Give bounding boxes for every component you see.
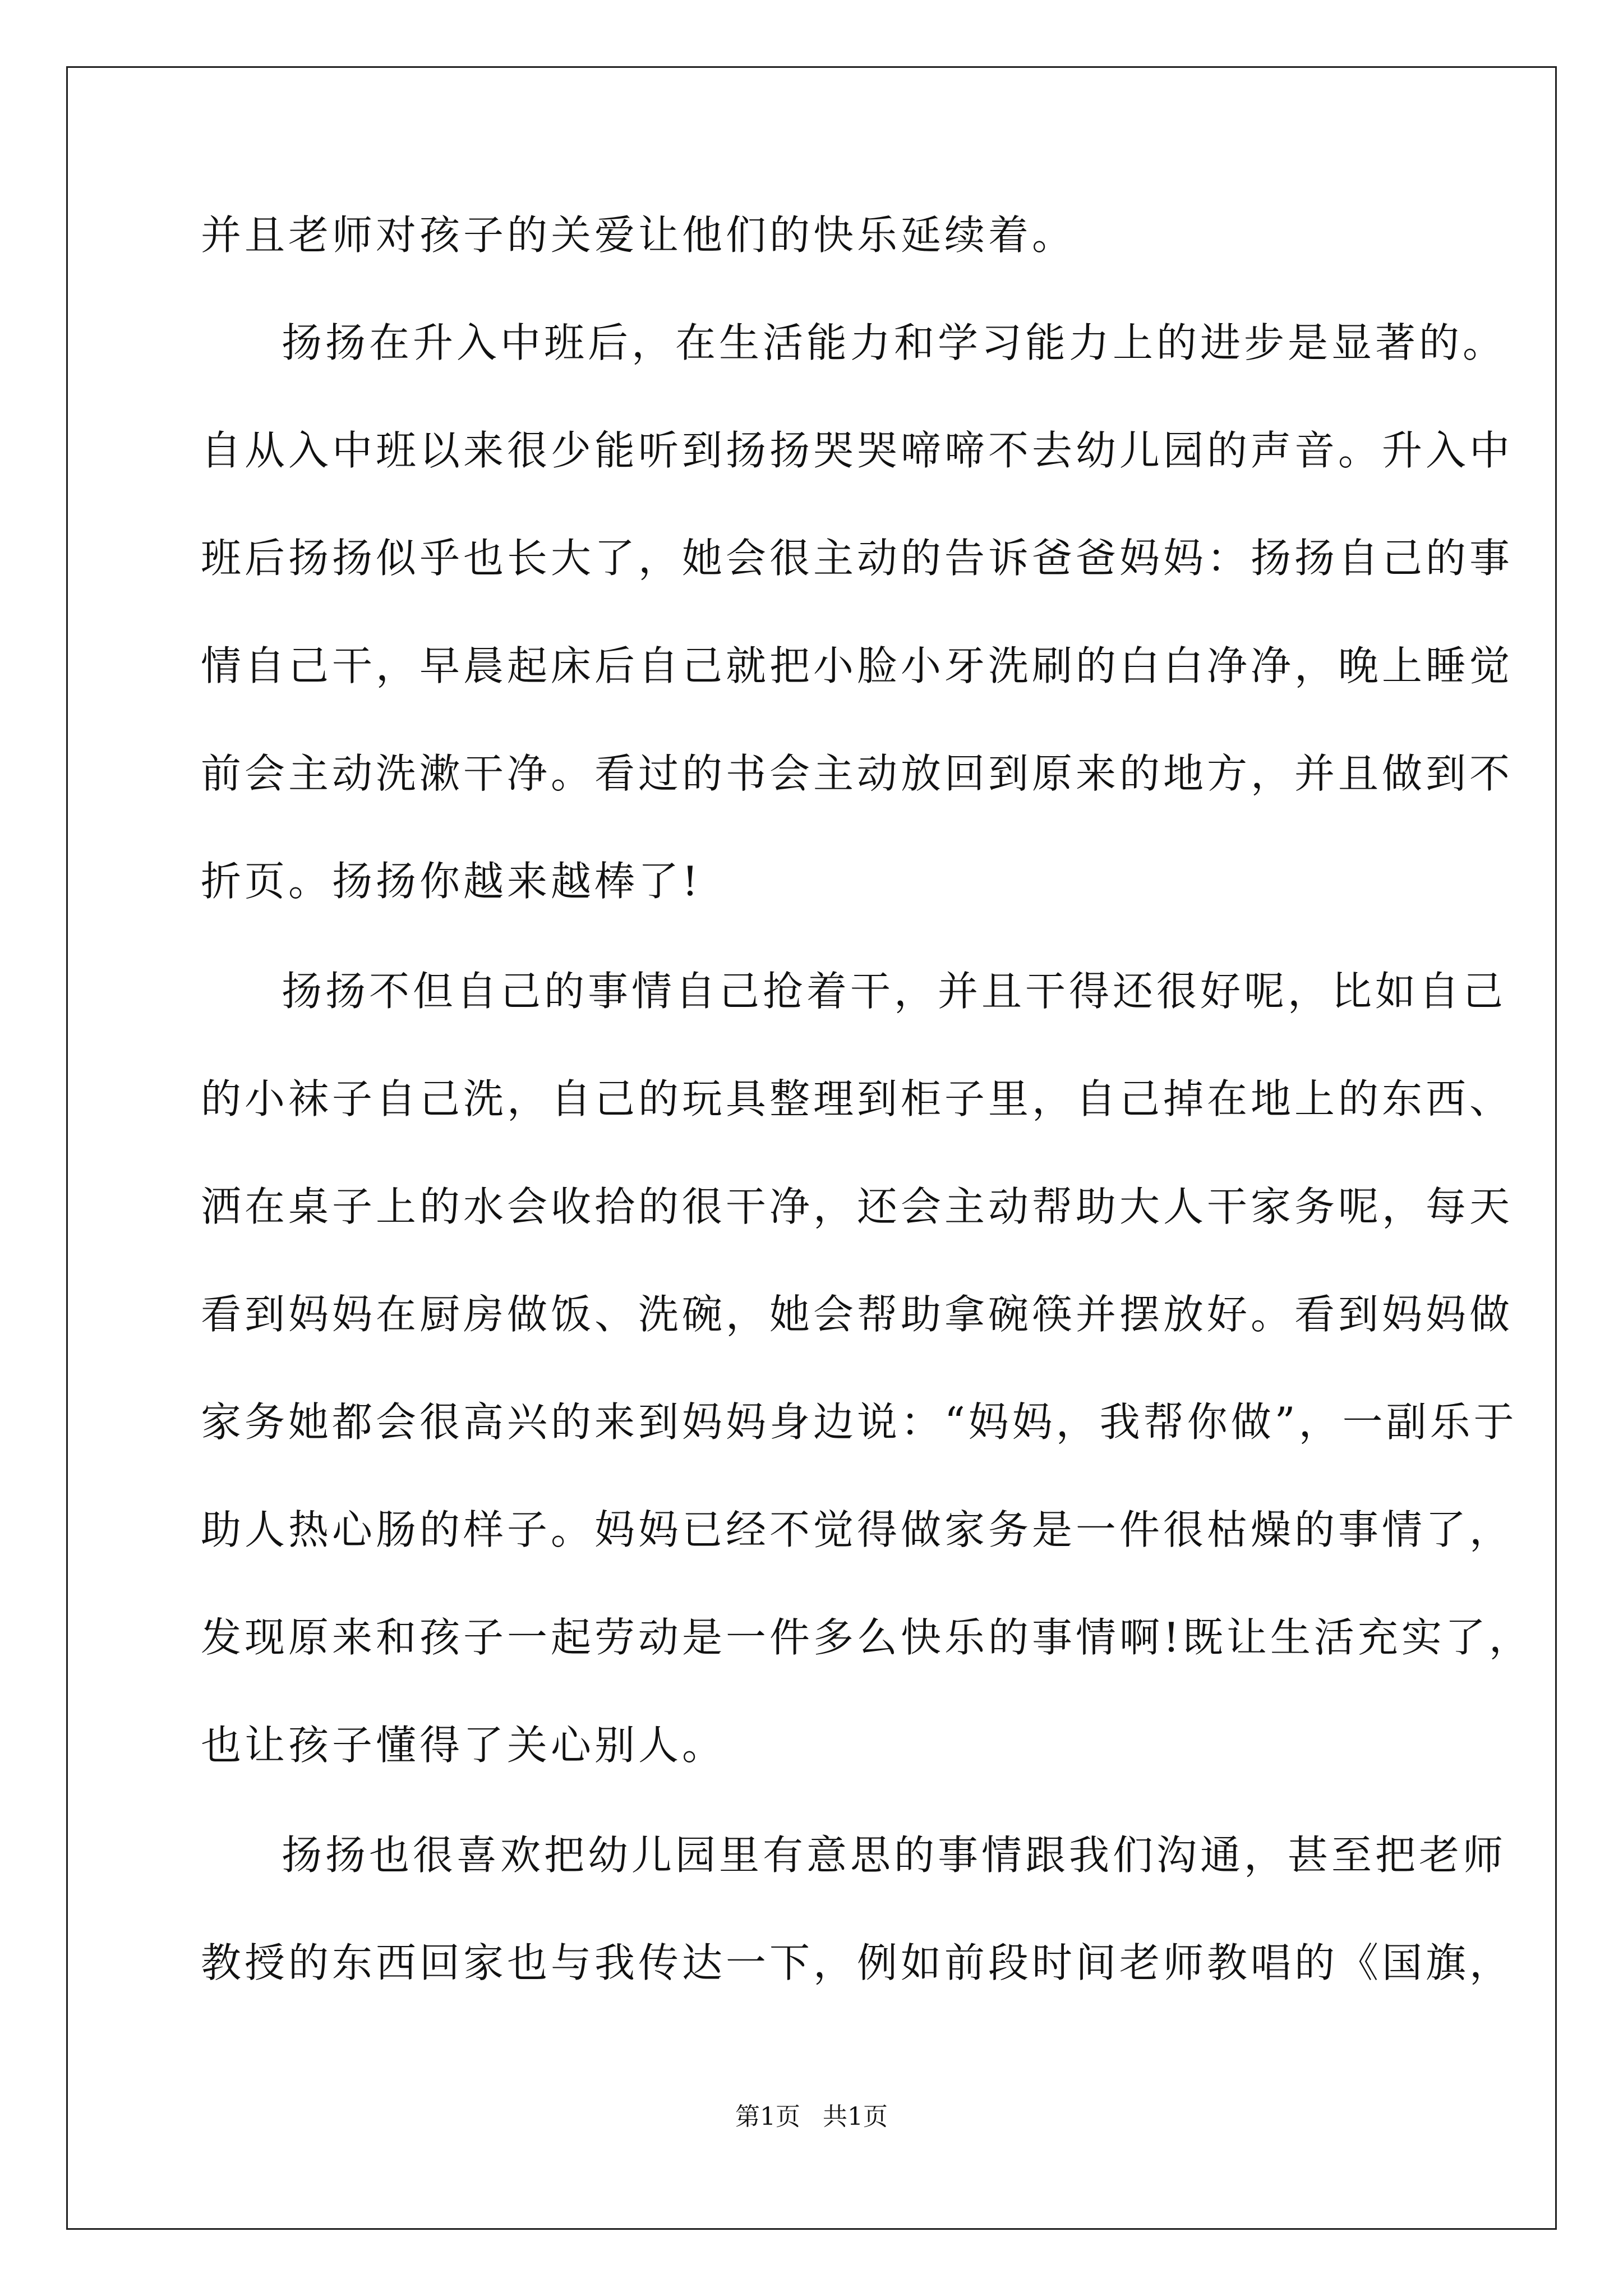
text-line-1: 并且老师对孩子的关爱让他们的快乐延续着。 xyxy=(201,211,1076,259)
text-line-12: 家务她都会很高兴的来到妈妈身边说：“妈妈，我帮你做”，一副乐于 xyxy=(201,1398,1518,1446)
page-number-total: 共1页 xyxy=(823,2102,888,2131)
text-line-7: 折页。扬扬你越来越棒了! xyxy=(201,858,702,905)
text-line-8: 扬扬不但自己的事情自己抢着干，并且干得还很好呢，比如自己 xyxy=(282,968,1507,1015)
text-line-4: 班后扬扬似乎也长大了，她会很主动的告诉爸爸妈妈：扬扬自己的事 xyxy=(201,535,1514,582)
text-line-16: 扬扬也很喜欢把幼儿园里有意思的事情跟我们沟通，甚至把老师 xyxy=(282,1832,1507,1879)
text-line-13: 助人热心肠的样子。妈妈已经不觉得做家务是一件很枯燥的事情了， xyxy=(201,1506,1514,1553)
text-line-15: 也让孩子懂得了关心别人。 xyxy=(201,1722,726,1769)
text-line-17: 教授的东西回家也与我传达一下，例如前段时间老师教唱的《国旗， xyxy=(201,1939,1514,1986)
text-line-5: 情自己干，早晨起床后自己就把小脸小牙洗刷的白白净净，晚上睡觉 xyxy=(201,642,1514,689)
text-line-14: 发现原来和孩子一起劳动是一件多么快乐的事情啊!既让生活充实了， xyxy=(201,1614,1533,1661)
page-frame xyxy=(66,66,1557,2230)
text-line-3: 自从入中班以来很少能听到扬扬哭哭啼啼不去幼儿园的声音。升入中 xyxy=(201,427,1514,474)
text-line-11: 看到妈妈在厨房做饭、洗碗，她会帮助拿碗筷并摆放好。看到妈妈做 xyxy=(201,1291,1514,1338)
text-line-2: 扬扬在升入中班后，在生活能力和学习能力上的进步是显著的。 xyxy=(282,319,1507,366)
text-line-9: 的小袜子自己洗，自己的玩具整理到柜子里，自己掉在地上的东西、 xyxy=(201,1075,1514,1122)
text-line-6: 前会主动洗漱干净。看过的书会主动放回到原来的地方，并且做到不 xyxy=(201,750,1514,797)
text-line-10: 洒在桌子上的水会收拾的很干净，还会主动帮助大人干家务呢，每天 xyxy=(201,1183,1514,1230)
page-number-current: 第1页 xyxy=(735,2102,800,2131)
page-footer xyxy=(561,2100,1062,2134)
